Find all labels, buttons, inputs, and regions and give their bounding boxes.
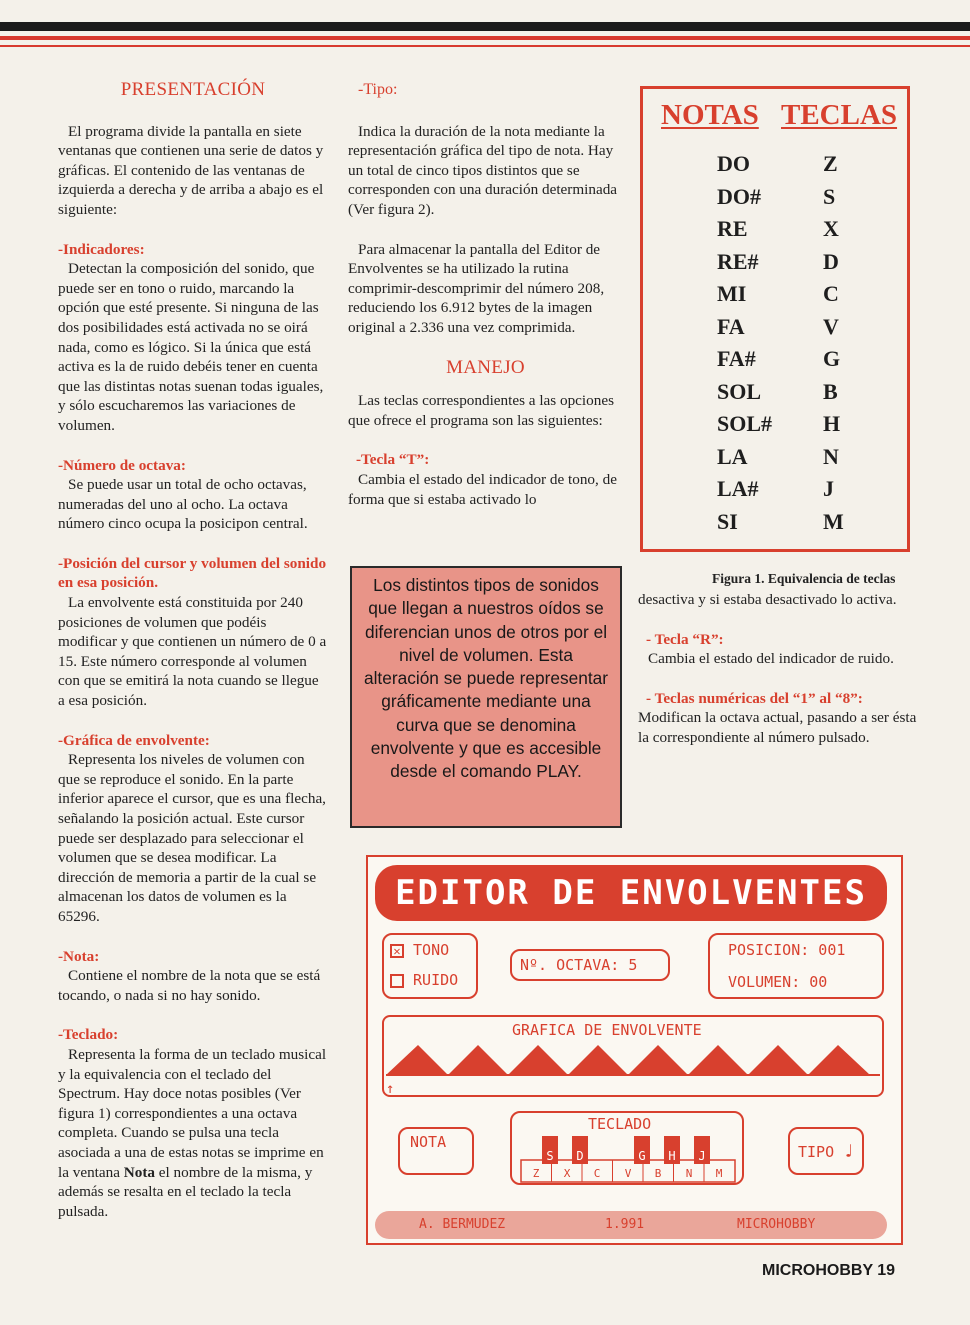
paragraph-indicadores: Detectan la composición del sonido, que puede ser en tono o ruido, marcando la opción que esté presente. Si ninguna de las dos posibilidades está activada no se oirá nada, como es lógico. Si la única que está activa es la de ruido debéis tener en cuenta que las distintas notas suenan todas iguales, y sólo escucharemos las variaciones de volumen. (58, 260, 324, 434)
figure-row: RE# D (717, 248, 839, 274)
subheading-cursor: -Posición del cursor y volumen del sonido en esa posición. (58, 554, 327, 592)
subheading-indicadores: -Indicadores: (58, 240, 145, 258)
subheading-numericas: - Teclas numéricas del “1” al “8”: (646, 689, 863, 707)
subheading-teclado: -Teclado: (58, 1026, 119, 1044)
envelope-graph (384, 1041, 882, 1097)
figure-notas-teclas (640, 86, 910, 552)
page-number: MICROHOBBY 19 (762, 1262, 896, 1279)
check-checked-icon: ✕ (390, 944, 404, 958)
subheading-tecla-t: -Tecla “T”: (356, 451, 430, 469)
paragraph-tecla-t-cont: desactiva y si estaba desactivado lo activa. (638, 591, 897, 608)
figure-row: DO# S (717, 183, 836, 209)
header-bar-red (0, 36, 970, 40)
paragraph-teclado: Representa la forma de un teclado musical y la equivalencia con el teclado del Spectrum. Hay doce notas posibles (Ver figura 1) correspondientes a una octava completa. Cuando se pulsa una tecla asociada a una de estas notas se imprime en la ventana Nota el nombre de la misma, y además se resalta en el teclado la tecla pulsada. (58, 1045, 327, 1220)
note-icon: ♩ (843, 1141, 854, 1162)
figure-caption: Figura 1. Equivalencia de teclas (712, 571, 896, 586)
tipo-box (788, 1127, 864, 1175)
white-key-label: N (685, 1167, 693, 1180)
posicion-box (708, 933, 884, 999)
figure-row: LA N (717, 443, 839, 469)
editor-footer (375, 1211, 887, 1239)
octava-box (510, 949, 670, 981)
figure-head-notas: NOTAS (661, 99, 759, 131)
cursor-arrow-icon: ↑ (386, 1081, 395, 1097)
tipo-label: TIPO (798, 1143, 835, 1161)
figure-head-teclas: TECLAS (781, 99, 898, 131)
white-key-label: Z (532, 1167, 540, 1180)
subheading-tecla-r: - Tecla “R”: (646, 630, 724, 648)
column-right (638, 590, 918, 748)
nota-label: NOTA (410, 1133, 447, 1151)
figure-row: MI C (717, 281, 839, 306)
paragraph-tecla-r: Cambia el estado del indicador de ruido. (648, 650, 894, 668)
header-bar-thin (0, 45, 970, 47)
paragraph-manejo: Las teclas correspondientes a las opciones que ofrece el programa son las siguientes: (348, 392, 614, 429)
indicadores-box (382, 933, 478, 999)
nota-box (398, 1127, 474, 1175)
paragraph-intro: El programa divide la pantalla en siete ventanas que contienen una serie de datos y gráficas. El contenido de las ventanas de izquierda a derecha y de arriba a abajo es el siguiente: (58, 122, 324, 218)
figure-row: SOL# H (717, 411, 841, 436)
figure-row: FA# G (717, 346, 841, 371)
callout-box: Los distintos tipos de sonidos que llegan a nuestros oídos se diferencian unos de otros por el nivel de volumen. Esta alteración se puede representar gráficamente mediante una curva que se denomina envolvente y que es accesible desde el comando PLAY. (350, 566, 622, 828)
teclado-label: TECLADO (588, 1115, 652, 1133)
black-key: D (572, 1136, 588, 1164)
figure-row: LA# J (717, 476, 834, 501)
white-key-label: V (624, 1167, 632, 1180)
figure-row: RE X (717, 216, 839, 241)
volumen-text: VOLUMEN: 00 (728, 973, 828, 991)
check-empty-icon (390, 974, 404, 988)
bold-nota: Nota (123, 1163, 155, 1181)
editor-screen (366, 855, 903, 1245)
footer-author: A. BERMUDEZ (419, 1217, 506, 1232)
editor-title-bar (375, 865, 887, 921)
posicion-text: POSICION: 001 (728, 941, 846, 959)
black-key: G (634, 1136, 650, 1164)
white-key-label: C (593, 1167, 601, 1180)
label-tono: TONO (413, 941, 450, 959)
label-ruido: RUIDO (413, 971, 459, 989)
column-middle (348, 80, 623, 509)
subheading-tipo: -Tipo: (358, 81, 398, 98)
octava-text: Nº. OCTAVA: 5 (520, 956, 638, 974)
grafica-box (382, 1015, 884, 1097)
black-key: H (664, 1136, 680, 1164)
section-title-presentacion: PRESENTACIÓN (120, 79, 266, 100)
paragraph-tecla-t: Cambia el estado del indicador de tono, de forma que si estaba activado lo (348, 470, 617, 508)
paragraph-almacenar: Para almacenar la pantalla del Editor de Envolventes se ha utilizado la rutina comprimir-descomprimir del número 208, reduciendo los 6.912 bytes de la imagen original a 2.336 una vez comprimida. (348, 240, 605, 336)
subheading-grafica: -Gráfica de envolvente: (58, 731, 210, 749)
figure-row: SOL B (717, 378, 838, 404)
paragraph-tipo: Indica la duración de la nota mediante la representación gráfica del tipo de nota. Hay un total de cinco tipos distintos que se corresponden con una duración determinada (Ver figura 2). (348, 122, 618, 218)
subheading-nota: -Nota: (58, 947, 100, 965)
white-key-label: M (715, 1167, 723, 1180)
subheading-octava: -Número de octava: (58, 456, 186, 474)
editor-title: EDITOR DE ENVOLVENTES (395, 873, 867, 913)
figure-row: FA V (717, 313, 839, 339)
column-left (58, 80, 328, 1221)
paragraph-grafica: Representa los niveles de volumen con que se reproduce el sonido. En la parte inferior aparece el cursor, que es una flecha, señalando la posición actual. Este cursor puede ser desplazado para seleccionar el volumen que se desea modificar. La dirección de memoria a partir de la cual se almacenan los datos de volumen es la 65296. (58, 751, 326, 925)
black-key: J (694, 1136, 710, 1164)
grafica-title: GRAFICA DE ENVOLVENTE (512, 1021, 702, 1039)
figure-row: SI M (717, 508, 844, 534)
section-title-manejo: MANEJO (446, 356, 525, 378)
header-bar-black (0, 22, 970, 31)
white-key-label: X (563, 1167, 571, 1180)
teclado-box (510, 1111, 744, 1185)
paragraph-nota: Contiene el nombre de la nota que se está tocando, o nada si no hay sonido. (58, 967, 321, 1004)
figure-row: DO Z (717, 151, 838, 176)
paragraph-cursor: La envolvente está constituida por 240 posiciones de volumen que podéis modificar y que contienen un número de 0 a 15. Este número corresponde al volumen con que se emitirá la nota cuando se llegue a esa posición. (58, 594, 327, 710)
black-key: S (542, 1136, 558, 1164)
footer-mag: MICROHOBBY (737, 1217, 816, 1232)
footer-year: 1.991 (605, 1217, 645, 1232)
white-key-label: B (654, 1167, 662, 1180)
paragraph-numericas: Modifican la octava actual, pasando a ser ésta la correspondiente al número pulsado. (638, 709, 917, 746)
paragraph-octava: Se puede usar un total de ocho octavas, numeradas del uno al ocho. La octava número cinco ocupa la posicipon central. (58, 476, 308, 533)
